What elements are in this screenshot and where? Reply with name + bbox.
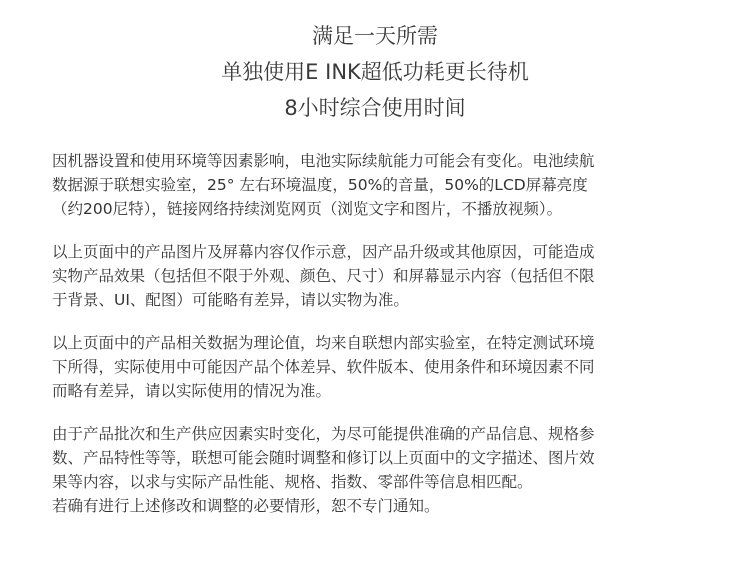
heading-subtitle-usage-time: 8小时综合使用时间 <box>284 96 466 120</box>
paragraph-line: 以上页面中的产品图片及屏幕内容仅作示意，因产品升级或其他原因，可能造成 <box>52 243 595 261</box>
paragraph-line: 若确有进行上述修改和调整的必要情形，恕不专门通知。 <box>52 497 440 515</box>
disclaimer-body <box>52 149 702 537</box>
paragraph-line: 实物产品效果（包括但不限于外观、颜色、尺寸）和屏幕显示内容（包括但不限 <box>52 267 595 285</box>
paragraph-line: 而略有差异，请以实际使用的情况为准。 <box>52 382 332 400</box>
paragraph-line: 以上页面中的产品相关数据为理论值，均来自联想内部实验室，在特定测试环境 <box>52 334 595 352</box>
heading-block <box>0 18 750 126</box>
revision-disclaimer-paragraph <box>52 422 702 518</box>
heading-subtitle-standby: 单独使用E INK超低功耗更长待机 <box>221 60 529 84</box>
paragraph-line: 数据源于联想实验室，25° 左右环境温度，50%的音量，50%的LCD屏幕亮度 <box>52 176 588 194</box>
paragraph-line: 数、产品特性等等，联想可能会随时调整和修订以上页面中的文字描述、图片效 <box>52 449 595 467</box>
data-disclaimer-paragraph <box>52 331 702 403</box>
paragraph-line: 因机器设置和使用环境等因素影响，电池实际续航能力可能会有变化。电池续航 <box>52 152 595 170</box>
heading-title: 满足一天所需 <box>312 24 438 48</box>
paragraph-line: （约200尼特），链接网络持续浏览网页（浏览文字和图片，不播放视频）。 <box>52 200 563 218</box>
paragraph-line: 果等内容，以求与实际产品性能、规格、指数、零部件等信息相匹配。 <box>52 473 533 491</box>
battery-disclaimer-paragraph <box>52 149 702 221</box>
paragraph-line: 下所得，实际使用中可能因产品个体差异、软件版本、使用条件和环境因素不同 <box>52 358 595 376</box>
paragraph-line: 由于产品批次和生产供应因素实时变化，为尽可能提供准确的产品信息、规格参 <box>52 425 595 443</box>
image-disclaimer-paragraph <box>52 240 702 312</box>
paragraph-line: 于背景、UI、配图）可能略有差异，请以实物为准。 <box>52 291 409 309</box>
